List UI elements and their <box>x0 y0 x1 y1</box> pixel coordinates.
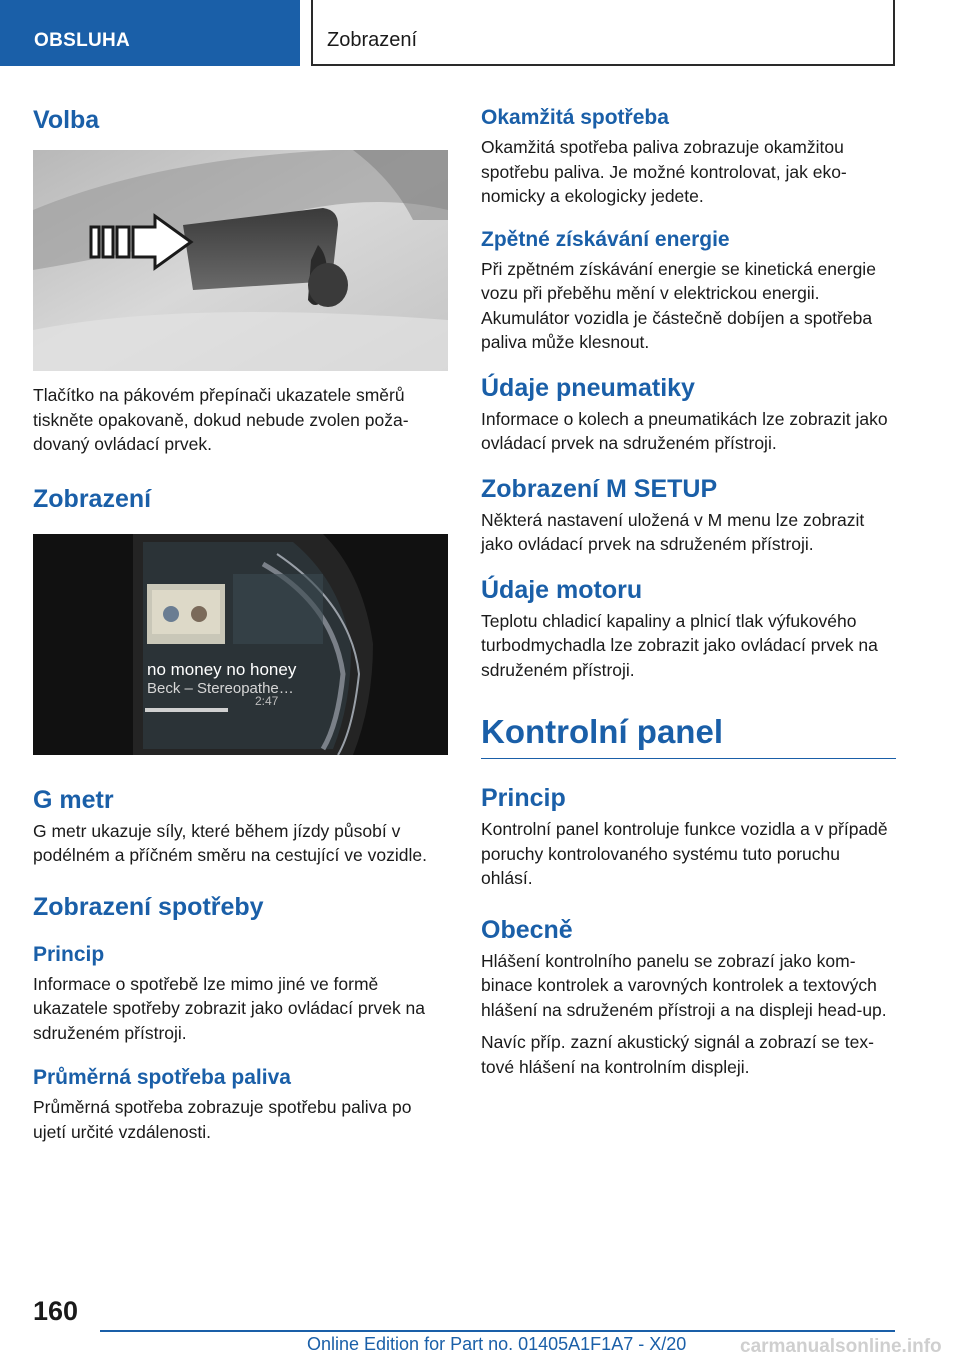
okamzita-spotreba-text: Okamžitá spotřeba paliva zobrazuje okamžitou spotřebu paliva. Je možné kontrolovat, jak ekonomicky a ekologicky jedete. <box>481 137 847 206</box>
udaje-pneumatiky-text: Informace o kolech a pneumatikách lze zobrazit jako ovládací prvek na sdruženém přístroji. <box>481 408 888 453</box>
artist-name: Beck – Stereopathe… <box>147 679 294 697</box>
cluster-display-illustration <box>33 534 448 755</box>
topic-tab: Zobrazení <box>311 0 895 66</box>
watermark: carmanualsonline.info <box>740 1336 942 1357</box>
heading-princip-2: Princip <box>481 784 566 812</box>
heading-prumerna-spotreba: Průměrná spotřeba paliva <box>33 1066 291 1089</box>
m-setup-text: Některá nastavení uložená v M menu lze zobrazit jako ovládací prvek na sdruženém přístroji. <box>481 509 865 554</box>
heading-obecne: Obecně <box>481 915 573 944</box>
obecne-text-2: Navíc příp. zazní akustický signál a zobrazí se textové hlášení na kontrolním displeji. <box>481 1032 874 1077</box>
heading-zobrazeni: Zobrazení <box>33 484 152 513</box>
princip-2-text: Kontrolní panel kontroluje funkce vozidla a v případě poruchy kontrolovaného systému tuto poruchu ohlásí. <box>481 819 888 888</box>
g-metr-text: G metr ukazuje síly, které během jízdy působí v podélném a příčném směru na cestující ve vozidle. <box>33 820 427 865</box>
heading-udaje-pneumatiky: Údaje pneumatiky <box>481 373 695 402</box>
udaje-motoru-text: Teplotu chladicí kapaliny a plnicí tlak výfukového turbodmychadla lze zobrazit jako ovládací prvek na sdruženém přístroji. <box>481 610 878 680</box>
display-photo <box>33 534 448 755</box>
lever-photo <box>33 150 448 371</box>
heading-m-setup: Zobrazení M SETUP <box>481 474 718 503</box>
right-column <box>481 100 896 1079</box>
song-title: no money no honey <box>147 659 297 679</box>
heading-kontrolni-panel: Kontrolní panel <box>481 710 896 759</box>
heading-princip: Princip <box>33 942 105 966</box>
zpetne-ziskavani-text: Při zpětném získávání energie se kinetická energie vozu při přeběhu mění v elektrickou energii. Akumulátor vozidla je částečně dobíjen a spotřeba paliva může klesnout. <box>481 258 876 352</box>
prumerna-spotreba-text: Průměrná spotřeba zobrazuje spotřebu paliva po ujetí určité vzdálenosti. <box>33 1097 412 1142</box>
lever-illustration <box>33 150 448 371</box>
progress-bar <box>145 708 228 712</box>
footer-edition: Online Edition for Part no. 01405A1F1A7 - X/20 <box>307 1334 687 1354</box>
footer-rule <box>100 1330 895 1332</box>
heading-zobrazeni-spotreby: Zobrazení spotřeby <box>33 892 264 921</box>
heading-udaje-motoru: Údaje motoru <box>481 575 643 604</box>
track-time: 2:47 <box>255 693 279 708</box>
obecne-text-1: Hlášení kontrolního panelu se zobrazí jako kombinace kontrolek a varovných kontrolek a textových hlášení na sdruženém přístroji a na displeji head-up. <box>481 950 887 1020</box>
heading-volba: Volba <box>33 106 100 134</box>
heading-okamzita-spotreba: Okamžitá spotřeba <box>481 106 669 129</box>
heading-zpetne-ziskavani: Zpětné získávání energie <box>481 227 730 251</box>
princip-text: Informace o spotřebě lze mimo jiné ve formě ukazatele spotřeby zobrazit jako ovládací prvek na sdruženém přístroji. <box>33 973 426 1043</box>
section-tab: OBSLUHA <box>0 0 300 66</box>
page-number: 160 <box>33 1296 79 1326</box>
heading-g-metr: G metr <box>33 785 114 814</box>
volba-text: Tlačítko na pákovém přepínači ukazatele směrů tiskněte opakovaně, dokud nebude zvolen požadovaný ovládací prvek. <box>33 385 409 454</box>
left-column <box>33 100 448 1144</box>
